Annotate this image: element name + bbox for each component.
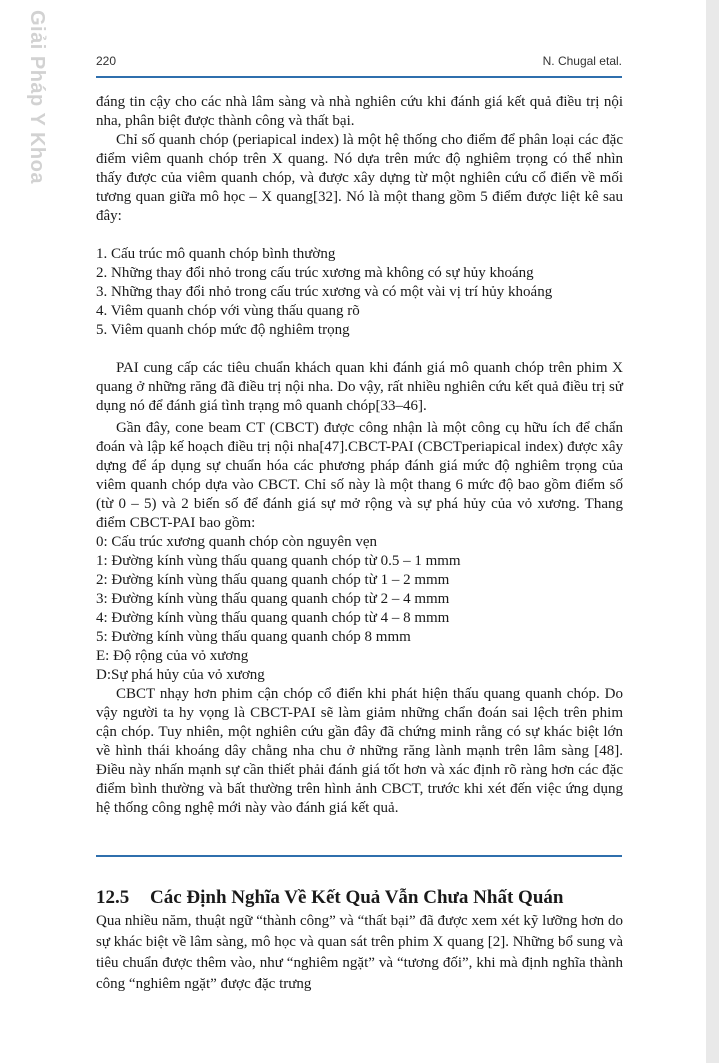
paragraph-periapical-index: Chỉ số quanh chóp (periapical index) là một hệ thống cho điểm để phân loại các đặc điểm viêm quanh chóp trên X quang. Nó dựa trên mức độ nghiêm trọng có thể nhìn thấy được của viêm quanh chóp, và được xây dựng từ một nghiên cứu cổ điển về mối tương quan giữa mô học – X quang[32]. Nó là một thang gồm 5 điểm được liệt kê sau đây: [96, 132, 623, 224]
list-item: 5. Viêm quanh chóp mức độ nghiêm trọng [96, 322, 350, 338]
section-rule [96, 855, 622, 857]
page-number: 220 [96, 54, 117, 68]
main-content [96, 93, 623, 818]
section-body: Qua nhiều năm, thuật ngữ “thành công” và “thất bại” đã được xem xét kỹ lưỡng hơn do sự khác biệt về lâm sàng, mô học và quan sát trên phim X quang [2]. Những bổ sung và tiêu chuẩn được thêm vào, như “nghiêm ngặt” và “tương đối”, khi mà định nghĩa thành công “nghiêm ngặt” được đặc trưng [96, 913, 623, 992]
section-12-5 [96, 886, 623, 995]
scale-item: 3: Đường kính vùng thấu quang quanh chóp từ 2 – 4 mmm [96, 591, 450, 607]
scale-item: 1: Đường kính vùng thấu quang quanh chóp từ 0.5 – 1 mmm [96, 553, 461, 569]
section-title: Các Định Nghĩa Về Kết Quả Vẫn Chưa Nhất Quán [150, 887, 564, 908]
scale-item: E: Độ rộng của vỏ xương [96, 648, 249, 664]
header-rule [96, 76, 622, 78]
paragraph-continuation: đáng tin cậy cho các nhà lâm sàng và nhà nghiên cứu khi đánh giá kết quả điều trị nội nha, phân biệt được thành công và thất bại. [96, 94, 623, 129]
paragraph-cbct: Gần đây, cone beam CT (CBCT) được công nhận là một công cụ hữu ích để chẩn đoán và lập kế hoạch điều trị nội nha[47].CBCT-PAI (CBCTperiapical index) được xây dựng để áp dụng sự chuẩn hóa các phương pháp đánh giá mức độ nghiêm trọng của viêm quanh chóp dựa vào CBCT. Chỉ số này là một thang 6 mức độ bao gồm điểm số (từ 0 – 5) và 2 biến số để đánh giá sự mở rộng và sự phá hủy của vỏ xương. Thang điểm CBCT-PAI bao gồm: [96, 420, 623, 531]
section-heading [96, 886, 623, 910]
pai-score-list [96, 245, 623, 340]
paragraph-pai-criteria: PAI cung cấp các tiêu chuẩn khách quan khi đánh giá mô quanh chóp trên phim X quang ở những răng đã điều trị nội nha. Do vậy, rất nhiều nghiên cứu kết quả điều trị sử dụng nó để đánh giá tình trạng mô quanh chóp[33–46]. [96, 360, 623, 414]
scale-item: D:Sự phá hủy của vỏ xương [96, 667, 265, 683]
list-item: 2. Những thay đổi nhỏ trong cấu trúc xương mà không có sự hủy khoáng [96, 265, 534, 281]
list-item: 3. Những thay đổi nhỏ trong cấu trúc xương và có một vài vị trí hủy khoáng [96, 284, 553, 300]
section-number: 12.5 [96, 887, 130, 908]
scale-item: 4: Đường kính vùng thấu quang quanh chóp từ 4 – 8 mmm [96, 610, 450, 626]
scale-item: 0: Cấu trúc xương quanh chóp còn nguyên vẹn [96, 534, 378, 550]
scale-item: 2: Đường kính vùng thấu quang quanh chóp từ 1 – 2 mmm [96, 572, 450, 588]
watermark: Giải Pháp Y Khoa [26, 10, 48, 184]
cbct-pai-scale [96, 533, 623, 685]
list-item: 4. Viêm quanh chóp với vùng thấu quang rõ [96, 303, 360, 319]
paragraph-cbct-sensitivity: CBCT nhạy hơn phim cận chóp cổ điển khi phát hiện thấu quang quanh chóp. Do vậy người ta hy vọng là CBCT-PAI sẽ làm giảm những chẩn đoán sai lệch trên phim cận chóp. Tuy nhiên, một nghiên cứu gần đây đã chứng minh rằng có sự khác biệt lớn về hình thái khoáng dây chằng nha chu ở những răng lành mạnh trên lâm sàng [48]. Điều này nhấn mạnh sự cần thiết phải đánh giá tốt hơn và xác định rõ ràng hơn các đặc điểm bình thường và bất thường trên hình ảnh CBCT, trước khi xét đến việc ứng dụng hệ thống công nghệ mới này vào đánh giá kết quả. [96, 686, 623, 816]
list-item: 1. Cấu trúc mô quanh chóp bình thường [96, 246, 336, 262]
running-author: N. Chugal etal. [542, 54, 622, 68]
scale-item: 5: Đường kính vùng thấu quang quanh chóp 8 mmm [96, 629, 411, 645]
